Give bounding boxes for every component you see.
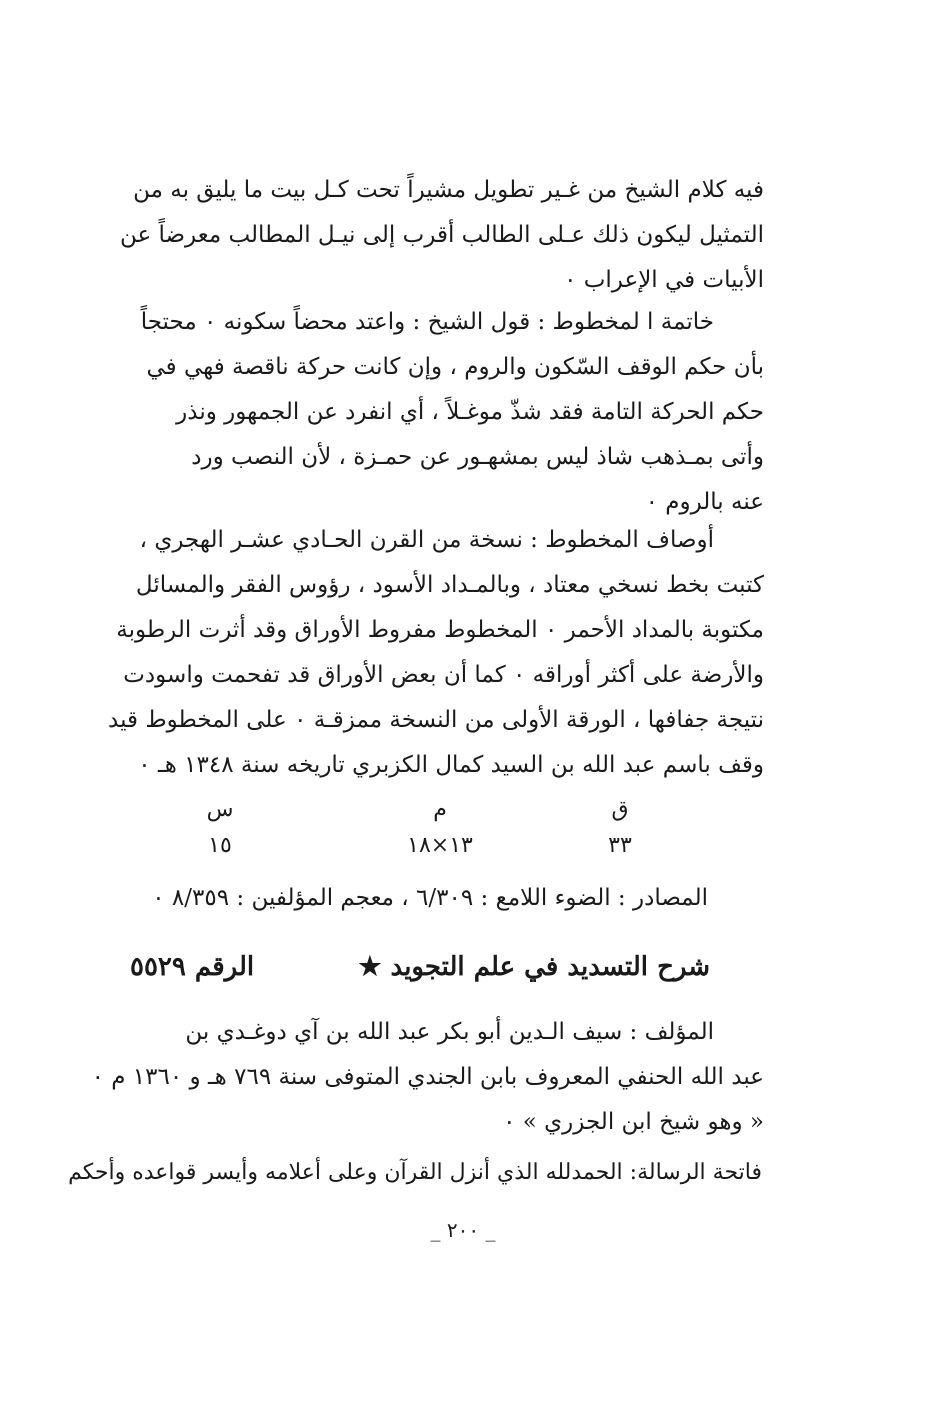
description-line: كتبت بخط نسخي معتاد ، وبالمـداد الأسود ، رؤوس الفقر والمسائل <box>135 572 764 598</box>
table-header-m: م <box>433 797 447 822</box>
table-value-q: ٣٣ <box>608 833 632 858</box>
closing-line: عنه بالروم ٠ <box>645 489 764 515</box>
manuscript-description-paragraph <box>108 518 764 788</box>
entry-heading <box>130 942 710 992</box>
entry-title: شرح التسديد في علم التجويد ★ <box>358 952 710 982</box>
entry-number: الرقم ٥٥٢٩ <box>130 952 255 982</box>
description-line: وقف باسم عبد الله بن السيد كمال الكزبري تاريخه سنة ١٣٤٨ هـ ٠ <box>138 752 764 778</box>
closing-line: حكم الحركة التامة فقد شذّ موغـلاً ، أي انفرد عن الجمهور ونذر <box>176 399 764 425</box>
measurements-header-row <box>180 790 680 830</box>
description-line: والأرضة على أكثر أوراقه ٠ كما أن بعض الأوراق قد تفحمت واسودت <box>123 662 764 688</box>
author-line: « وهو شيخ ابن الجزري » ٠ <box>503 1109 764 1135</box>
table-header-s: س <box>206 797 234 822</box>
author-paragraph <box>91 1010 764 1145</box>
page-number: _ ٢٠٠ _ <box>430 1218 496 1242</box>
description-line: أوصاف المخطوط : نسخة من القرن الحـادي عشـر الهجري ، <box>139 527 714 553</box>
intro-paragraph <box>108 168 764 303</box>
table-value-s: ١٥ <box>208 833 232 858</box>
table-value-m: ١٣×١٨ <box>407 833 473 858</box>
sources-line: المصادر : الضوء اللامع : ٦/٣٠٩ ، معجم المؤلفين : ٨/٣٥٩ ٠ <box>152 885 708 911</box>
table-header-q: ق <box>611 797 629 822</box>
intro-line: فيه كلام الشيخ من غـير تطويل مشيراً تحت كـل بيت ما يليق به من <box>133 177 764 203</box>
opening-line: فاتحة الرسالة: الحمدلله الذي أنزل القرآن وعلى أعلامه وأيسر قواعده وأحكم <box>68 1160 762 1185</box>
manuscript-closing-paragraph <box>108 300 764 525</box>
description-line: نتيجة جفافها ، الورقة الأولى من النسخة ممزقـة ٠ على المخطوط قيد <box>108 707 764 733</box>
intro-line: التمثيل ليكون ذلك عـلى الطالب أقرب إلى نيـل المطالب معرضاً عن <box>119 222 764 248</box>
intro-line: الأبيات في الإعراب ٠ <box>564 267 764 293</box>
closing-line: وأتى بمـذهب شاذ ليس بمشهـور عن حمـزة ، لأن النصب ورد <box>191 444 764 470</box>
author-line: عبد الله الحنفي المعروف بابن الجندي المتوفى سنة ٧٦٩ هـ و ١٣٦٠ م ٠ <box>91 1064 764 1090</box>
author-line: المؤلف : سيف الـدين أبو بكر عبد الله بن آي دوغـدي بن <box>185 1019 714 1045</box>
description-line: مكتوبة بالمداد الأحمر ٠ المخطوط مفروط الأوراق وقد أثرت الرطوبة <box>116 617 764 643</box>
closing-line: خاتمة ا لمخطوط : قول الشيخ : واعتد محضاً سكونه ٠ محتجاً <box>140 309 714 335</box>
closing-line: بأن حكم الوقف السّكون والروم ، وإن كانت حركة ناقصة فهي في <box>146 354 764 380</box>
measurements-value-row <box>180 826 680 866</box>
